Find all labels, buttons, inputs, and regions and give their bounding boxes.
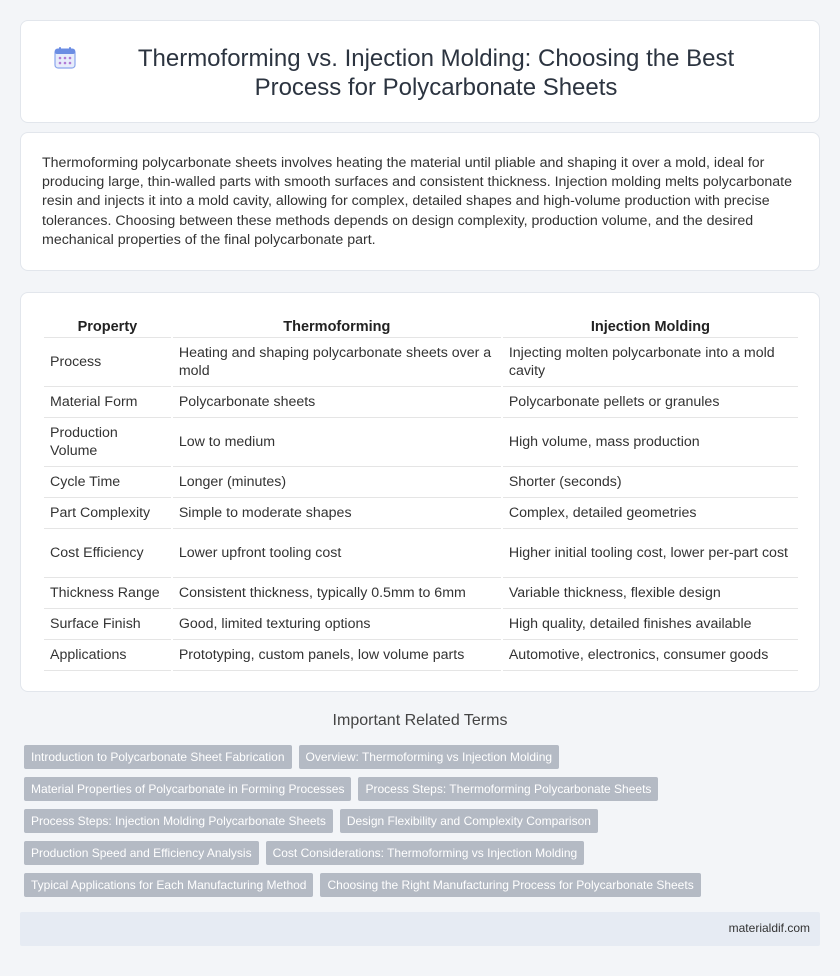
table-cell-thermoforming: Prototyping, custom panels, low volume parts: [173, 640, 501, 671]
tag-row: [24, 745, 824, 769]
related-term-tag[interactable]: Typical Applications for Each Manufacturing Method: [24, 873, 313, 897]
related-term-tag[interactable]: Process Steps: Injection Molding Polycarbonate Sheets: [24, 809, 333, 833]
table-header-row: [44, 314, 798, 338]
related-terms-tags: [24, 745, 824, 905]
column-header-property: Property: [44, 314, 171, 338]
table-cell-property: Surface Finish: [44, 609, 171, 640]
intro-card: [20, 132, 820, 271]
table-cell-thermoforming: Lower upfront tooling cost: [173, 529, 501, 578]
table-row: [44, 529, 798, 578]
table-cell-injection-molding: Complex, detailed geometries: [503, 498, 798, 529]
comparison-table-card: [20, 292, 820, 692]
table-cell-thermoforming: Polycarbonate sheets: [173, 387, 501, 418]
tag-row: [24, 841, 824, 865]
table-cell-thermoforming: Longer (minutes): [173, 467, 501, 498]
table-cell-thermoforming: Low to medium: [173, 418, 501, 467]
table-cell-property: Part Complexity: [44, 498, 171, 529]
table-cell-injection-molding: Variable thickness, flexible design: [503, 578, 798, 609]
related-term-tag[interactable]: Cost Considerations: Thermoforming vs Injection Molding: [266, 841, 585, 865]
table-cell-thermoforming: Simple to moderate shapes: [173, 498, 501, 529]
footer-site-link[interactable]: materialdif.com: [728, 921, 810, 935]
related-term-tag[interactable]: Design Flexibility and Complexity Comparison: [340, 809, 598, 833]
tag-row: [24, 809, 824, 833]
table-cell-property: Process: [44, 338, 171, 387]
table-cell-property: Production Volume: [44, 418, 171, 467]
table-row: [44, 578, 798, 609]
table-row: [44, 609, 798, 640]
comparison-table: [42, 314, 800, 671]
table-cell-thermoforming: Heating and shaping polycarbonate sheets over a mold: [173, 338, 501, 387]
tag-row: [24, 777, 824, 801]
table-cell-injection-molding: High volume, mass production: [503, 418, 798, 467]
table-row: [44, 640, 798, 671]
table-cell-injection-molding: Injecting molten polycarbonate into a mold cavity: [503, 338, 798, 387]
title-card: [20, 20, 820, 123]
table-cell-property: Cost Efficiency: [44, 529, 171, 578]
related-terms-heading: Important Related Terms: [332, 712, 508, 729]
table-cell-injection-molding: Polycarbonate pellets or granules: [503, 387, 798, 418]
table-cell-injection-molding: High quality, detailed finishes available: [503, 609, 798, 640]
tag-row: [24, 873, 824, 897]
page-title: Thermoforming vs. Injection Molding: Choosing the Best Process for Polycarbonate Sheets: [137, 45, 735, 101]
related-term-tag[interactable]: Process Steps: Thermoforming Polycarbonate Sheets: [358, 777, 658, 801]
column-header-injection-molding: Injection Molding: [503, 314, 798, 338]
table-cell-injection-molding: Shorter (seconds): [503, 467, 798, 498]
table-cell-property: Material Form: [44, 387, 171, 418]
table-cell-property: Applications: [44, 640, 171, 671]
table-row: [44, 418, 798, 467]
related-term-tag[interactable]: Production Speed and Efficiency Analysis: [24, 841, 259, 865]
intro-paragraph: Thermoforming polycarbonate sheets involves heating the material until pliable and shaping it over a mold, ideal for producing large, thin-walled parts with smooth surfaces and consistent thickness. Injection molding melts polycarbonate resin and injects it into a mold cavity, allowing for complex, detailed shapes and high-volume production with precise tolerances. Choosing between these methods depends on design complexity, production volume, and the desired mechanical properties of the final polycarbonate part.: [42, 155, 792, 248]
table-cell-property: Cycle Time: [44, 467, 171, 498]
related-term-tag[interactable]: Introduction to Polycarbonate Sheet Fabrication: [24, 745, 292, 769]
table-cell-injection-molding: Higher initial tooling cost, lower per-part cost: [503, 529, 798, 578]
table-row: [44, 498, 798, 529]
table-cell-thermoforming: Consistent thickness, typically 0.5mm to 6mm: [173, 578, 501, 609]
table-cell-injection-molding: Automotive, electronics, consumer goods: [503, 640, 798, 671]
column-header-thermoforming: Thermoforming: [173, 314, 501, 338]
related-term-tag[interactable]: Material Properties of Polycarbonate in Forming Processes: [24, 777, 351, 801]
table-row: [44, 387, 798, 418]
table-cell-property: Thickness Range: [44, 578, 171, 609]
related-term-tag[interactable]: Overview: Thermoforming vs Injection Molding: [299, 745, 560, 769]
table-row: [44, 467, 798, 498]
table-row: [44, 338, 798, 387]
footer: [20, 912, 820, 946]
related-term-tag[interactable]: Choosing the Right Manufacturing Process for Polycarbonate Sheets: [320, 873, 700, 897]
table-cell-thermoforming: Good, limited texturing options: [173, 609, 501, 640]
